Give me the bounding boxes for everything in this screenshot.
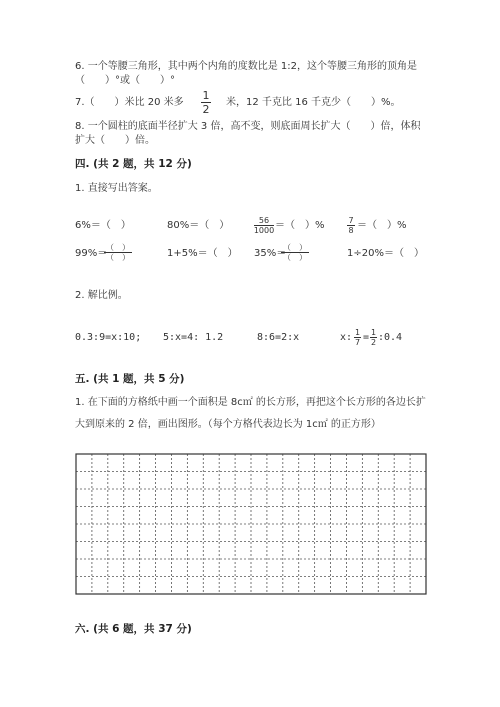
- q6-line1: 6. 一个等腰三角形，其中两个内角的度数比是 1:2，这个等腰三角形的顶角是: [75, 61, 417, 72]
- calc-1c-numerator: 56: [258, 216, 270, 225]
- calc-2a-numerator: （ ）: [106, 243, 130, 252]
- ratio-d-prefix: x:: [340, 332, 353, 343]
- section6-title: 六. (共 6 题，共 37 分): [75, 623, 192, 635]
- calc-2b: 1+5%＝（ ）: [167, 248, 238, 259]
- calc-1a: 6%＝（ ）: [75, 220, 131, 231]
- calc-2a-prefix: 99%＝: [75, 248, 108, 259]
- grid-paper[interactable]: [75, 453, 427, 595]
- calc-1c: ＝（ ）%: [275, 220, 325, 231]
- calc-2c-denominator: （ ）: [283, 253, 307, 262]
- q6-line2: （ ）°或（ ）°: [75, 75, 175, 86]
- q7-part1: 7.（ ）米比 20 米多: [75, 97, 184, 108]
- calc-1d-numerator: 7: [348, 216, 354, 225]
- ratio-d-equals: =: [363, 332, 370, 343]
- calc-1d: ＝（ ）%: [357, 220, 407, 231]
- calc-2c-fraction: [281, 243, 309, 262]
- q8-line1: 8. 一个圆柱的底面半径扩大 3 倍，高不变，则底面周长扩大（ ）倍，体积: [75, 121, 421, 132]
- calc-2a-denominator: （ ）: [106, 253, 130, 262]
- ratio-c: 8:6=2:x: [257, 332, 300, 343]
- ratio-b: 5:x=4: 1.2: [163, 332, 224, 343]
- calc-1d-fraction: [347, 216, 355, 235]
- ratio-d-fraction2: [370, 328, 377, 347]
- calc-2c-prefix: 35%＝: [254, 248, 287, 259]
- ratio-d-numerator1: 1: [354, 328, 361, 337]
- q7-fraction-denominator: 2: [202, 103, 210, 116]
- q7-part2: 米，12 千克比 16 千克少（ ）%。: [226, 97, 401, 108]
- ratio-d-suffix: :0.4: [378, 332, 403, 343]
- q7-fraction-numerator: 1: [202, 89, 210, 102]
- section5-line2: 大到原来的 2 倍，画出图形。（每个方格代表边长为 1c㎡ 的正方形）: [75, 419, 381, 430]
- ratio-d-numerator2: 1: [370, 328, 377, 337]
- ratio-d-fraction1: [354, 328, 361, 347]
- calc-1d-denominator: 8: [348, 226, 354, 235]
- calc-2a-fraction: [104, 243, 132, 262]
- section4-q2-title: 2. 解比例。: [75, 290, 128, 301]
- q7-fraction: [201, 89, 211, 116]
- calc-1c-fraction: [254, 216, 274, 235]
- ratio-a: 0.3:9=x:10;: [75, 332, 142, 343]
- ratio-d-denominator2: 2: [370, 338, 377, 347]
- q8-line2: 扩大（ ）倍。: [75, 135, 155, 146]
- calc-1c-denominator: 1000: [253, 226, 275, 235]
- section4-title: 四. (共 2 题，共 12 分): [75, 158, 192, 170]
- section5-title: 五. (共 1 题，共 5 分): [75, 373, 185, 385]
- calc-2d: 1÷20%＝（ ）: [347, 248, 424, 259]
- section5-line1: 1. 在下面的方格纸中画一个面积是 8c㎡ 的长方形，再把这个长方形的各边长扩: [75, 397, 426, 408]
- calc-2c-numerator: （ ）: [283, 243, 307, 252]
- section4-q1-title: 1. 直接写出答案。: [75, 183, 158, 194]
- calc-1b: 80%＝（ ）: [167, 220, 230, 231]
- ratio-d-denominator1: 7: [354, 338, 361, 347]
